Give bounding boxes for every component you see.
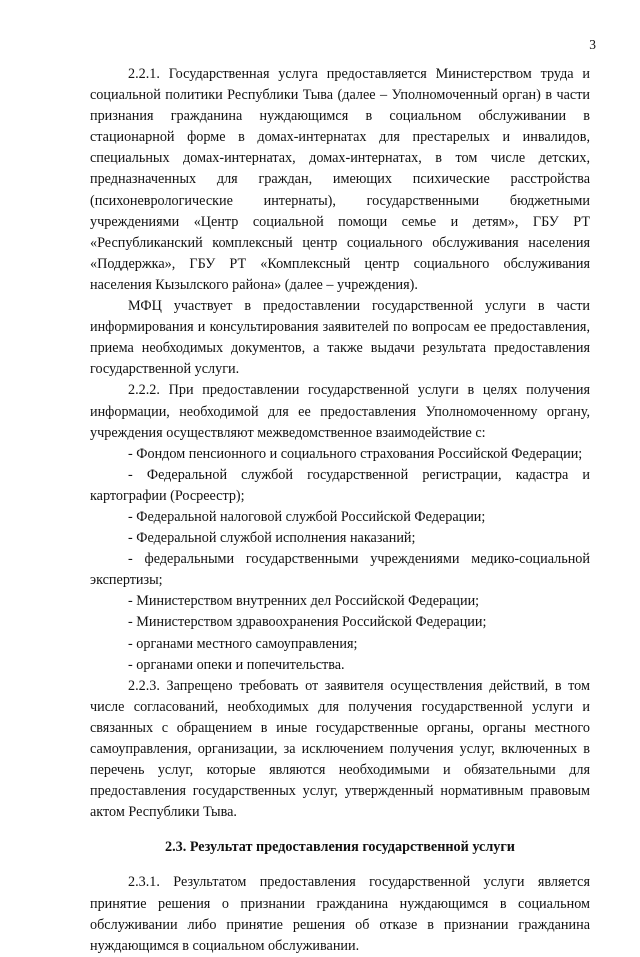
paragraph-2-2-1: 2.2.1. Государственная услуга предоставляется Министерством труда и социальной политики Республики Тыва (далее – Уполномоченный орган) в части признания гражданина нуждающимся в социальном обслуживании в стационарной форме в домах-интернатах для престарелых и инвалидов, специальных домах-интернатах, домах-интернатах, в том числе детских, предназначенных для граждан, имеющих психические расстройства (психоневрологические интернаты), государственными бюджетными учреждениями «Центр социальной помощи семье и детям», ГБУ РТ «Республиканский комплексный центр социального обслуживания населения «Поддержка», ГБУ РТ «Комплексный центр социального обслуживания населения Кызылского района» (далее – учреждения). <box>90 66 590 293</box>
document-body <box>90 64 590 957</box>
list-item: - Федеральной налоговой службой Российской Федерации; <box>128 508 486 525</box>
list-item: - Министерством здравоохранения Российской Федерации; <box>128 614 487 631</box>
paragraph-2-2-3: 2.2.3. Запрещено требовать от заявителя осуществления действий, в том числе согласований, необходимых для получения государственной услуги и связанных с обращением в иные государственные органы, органы местного самоуправления, организации, за исключением получения услуг, включенных в перечень услуг, которые являются необходимыми и обязательными для предоставления государственных услуг, утвержденный нормативным правовым актом Республики Тыва. <box>90 677 590 821</box>
list-item: - органами местного самоуправления; <box>128 635 358 652</box>
list-item: - федеральными государственными учреждениями медико-социальной экспертизы; <box>90 551 590 589</box>
list-item: - органами опеки и попечительства. <box>128 656 345 673</box>
page-number: 3 <box>589 37 596 52</box>
paragraph-2-2-2: 2.2.2. При предоставлении государственной услуги в целях получения информации, необходимой для ее предоставления Уполномоченному органу, учреждения осуществляют межведомственное взаимодействие с: <box>90 382 590 441</box>
paragraph-2-3-1: 2.3.1. Результатом предоставления государственной услуги является принятие решения о признании гражданина нуждающимся в социальном обслуживании либо принятие решения об отказе в признании гражданина нуждающимся в социальном обслуживании. <box>90 874 590 954</box>
list-item: - Федеральной службой исполнения наказаний; <box>128 530 416 547</box>
paragraph-mfc: МФЦ участвует в предоставлении государственной услуги в части информирования и консультирования заявителей по вопросам ее предоставления, приема необходимых документов, а также выдачи результата предоставления государственной услуги. <box>90 298 590 378</box>
list-item: - Министерством внутренних дел Российской Федерации; <box>128 593 480 610</box>
list-item: - Федеральной службой государственной регистрации, кадастра и картографии (Росреестр); <box>90 466 590 504</box>
section-heading: 2.3. Результат предоставления государственной услуги <box>164 839 515 856</box>
list-item: - Фондом пенсионного и социального страхования Российской Федерации; <box>128 445 583 462</box>
